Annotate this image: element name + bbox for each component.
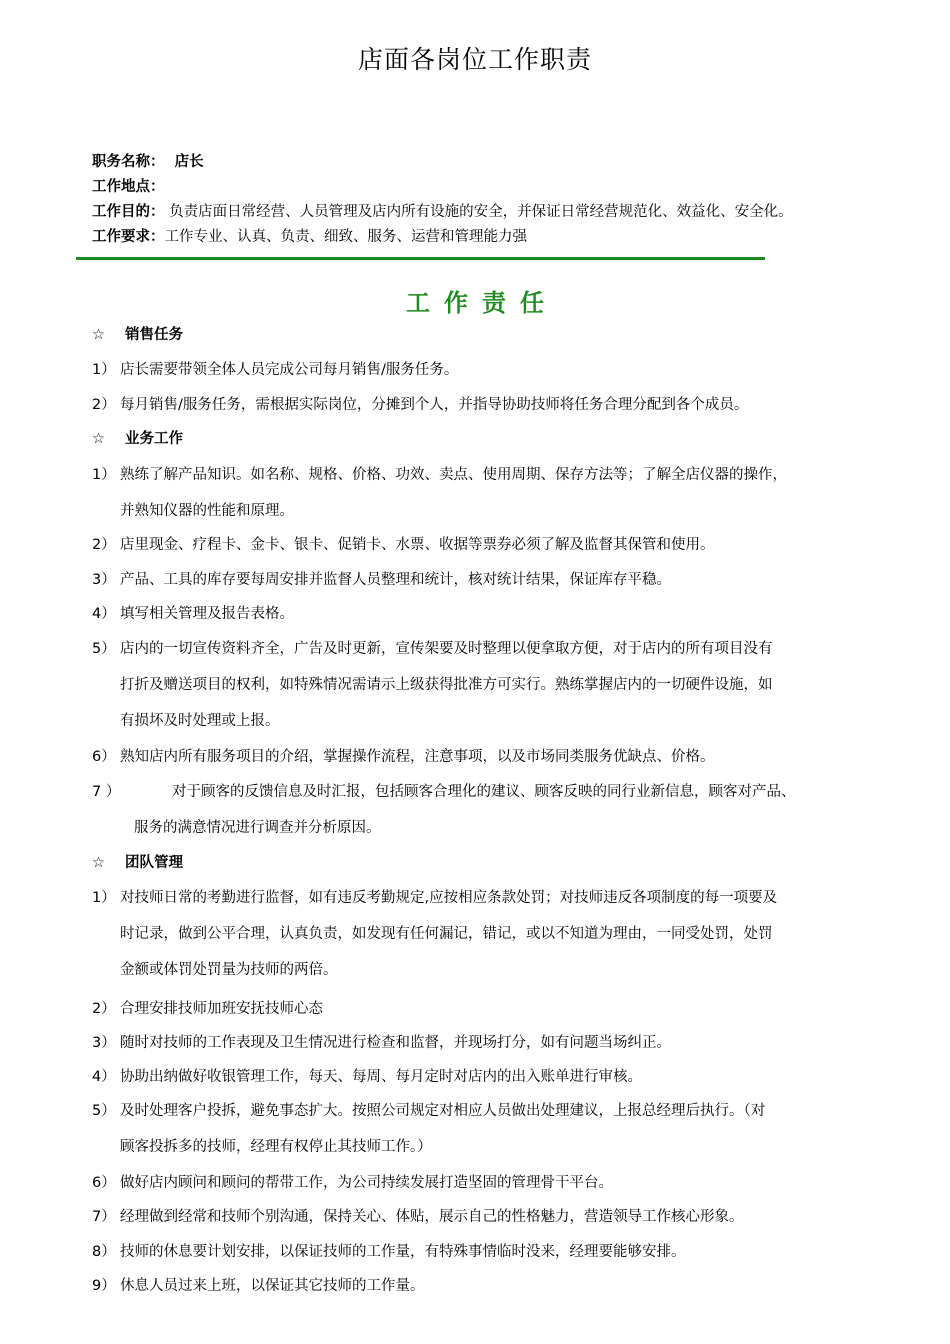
item-number: 3） — [92, 1035, 116, 1051]
item-number: 7 ） — [92, 784, 121, 800]
item-text-line: 技师的休息要计划安排，以保证技师的工作量，有特殊事情临时没来，经理要能够安排。 — [120, 1244, 686, 1260]
section-title-text: 团队管理 — [125, 855, 183, 871]
item-text-line: 产品、工具的库存要每周安排并监督人员整理和统计，核对统计结果，保证库存平稳。 — [120, 572, 671, 588]
star-icon: ☆ — [92, 855, 105, 871]
item-number: 1） — [92, 362, 116, 378]
item-number: 1） — [92, 467, 116, 483]
item-text-line: 合理安排技师加班安抚技师心态 — [120, 1001, 323, 1017]
section-title — [92, 851, 183, 872]
item-text-line: 熟知店内所有服务项目的介绍，掌握操作流程，注意事项，以及市场同类服务优缺点、价格。 — [120, 749, 715, 765]
meta-value: 工作专业、认真、负责、细致、服务、运营和管理能力强 — [164, 229, 527, 245]
item-number: 6） — [92, 749, 116, 765]
item-text-line: 经理做到经常和技师个别沟通，保持关心、体贴，展示自己的性格魅力，营造领导工作核心形象。 — [120, 1209, 744, 1225]
item-number: 9） — [92, 1278, 116, 1294]
meta-value: 负责店面日常经营、人员管理及店内所有设施的安全，并保证日常经营规范化、效益化、安全化。 — [164, 204, 793, 220]
item-text-line: 服务的满意情况进行调查并分析原因。 — [134, 820, 381, 836]
item-text-line: 店内的一切宣传资料齐全，广告及时更新，宣传架要及时整理以便拿取方便，对于店内的所有项目没有 — [120, 641, 773, 657]
section-title-text: 销售任务 — [125, 327, 183, 343]
item-text-line: 对于顾客的反馈信息及时汇报，包括顾客合理化的建议、顾客反映的同行业新信息，顾客对产品、 — [172, 784, 796, 800]
meta-value: 店长 — [164, 154, 204, 170]
item-text-line: 时记录，做到公平合理，认真负责，如发现有任何漏记，错记，或以不知道为理由，一同受处罚，处罚 — [120, 926, 773, 942]
section-title — [92, 323, 183, 344]
item-number: 2） — [92, 537, 116, 553]
section-title — [92, 427, 183, 448]
item-text-line: 随时对技师的工作表现及卫生情况进行检查和监督，并现场打分，如有问题当场纠正。 — [120, 1035, 671, 1051]
meta-label: 职务名称： — [92, 154, 165, 170]
meta-label: 工作目的： — [92, 204, 165, 220]
meta-label: 工作地点： — [92, 179, 165, 195]
item-text-line: 打折及赠送项目的权利，如特殊情况需请示上级获得批准方可实行。熟练掌握店内的一切硬件设施，如 — [120, 677, 773, 693]
item-number: 5） — [92, 641, 116, 657]
star-icon: ☆ — [92, 431, 105, 447]
item-text-line: 休息人员过来上班，以保证其它技师的工作量。 — [120, 1278, 425, 1294]
item-number: 8） — [92, 1244, 116, 1260]
responsibilities-heading: 工作责任 — [406, 289, 558, 317]
meta-label: 工作要求： — [92, 229, 165, 245]
item-text-line: 协助出纳做好收银管理工作，每天、每周、每月定时对店内的出入账单进行审核。 — [120, 1069, 642, 1085]
item-number: 2） — [92, 1001, 116, 1017]
item-text-line: 每月销售/服务任务，需根据实际岗位，分摊到个人，并指导协助技师将任务合理分配到各个成员。 — [120, 397, 749, 413]
item-number: 4） — [92, 606, 116, 622]
item-number: 1） — [92, 890, 116, 906]
item-text-line: 填写相关管理及报告表格。 — [120, 606, 294, 622]
section-title-text: 业务工作 — [125, 431, 183, 447]
item-text-line: 有损坏及时处理或上报。 — [120, 713, 280, 729]
item-text-line: 做好店内顾问和顾问的帮带工作，为公司持续发展打造坚固的管理骨干平台。 — [120, 1175, 613, 1191]
item-number: 2） — [92, 397, 116, 413]
item-number: 4） — [92, 1069, 116, 1085]
item-number: 7） — [92, 1209, 116, 1225]
page-title: 店面各岗位工作职责 — [357, 45, 592, 74]
item-number: 5） — [92, 1103, 116, 1119]
item-text-line: 熟练了解产品知识。如名称、规格、价格、功效、卖点、使用周期、保存方法等；了解全店仪器的操作， — [120, 467, 787, 483]
item-text-line: 店长需要带领全体人员完成公司每月销售/服务任务。 — [120, 362, 459, 378]
item-text-line: 店里现金、疗程卡、金卡、银卡、促销卡、水票、收据等票券必须了解及监督其保管和使用。 — [120, 537, 715, 553]
item-text-line: 对技师日常的考勤进行监督，如有违反考勤规定,应按相应条款处罚；对技师违反各项制度的每一项要及 — [120, 890, 778, 906]
star-icon: ☆ — [92, 327, 105, 343]
item-number: 3） — [92, 572, 116, 588]
item-number: 6） — [92, 1175, 116, 1191]
item-text-line: 顾客投拆多的技师，经理有权停止其技师工作。） — [120, 1139, 432, 1155]
item-text-line: 并熟知仪器的性能和原理。 — [120, 503, 294, 519]
item-text-line: 金额或体罚处罚量为技师的两倍。 — [120, 962, 338, 978]
item-text-line: 及时处理客户投拆，避免事态扩大。按照公司规定对相应人员做出处理建议，上报总经理后执行。（对 — [120, 1103, 766, 1119]
